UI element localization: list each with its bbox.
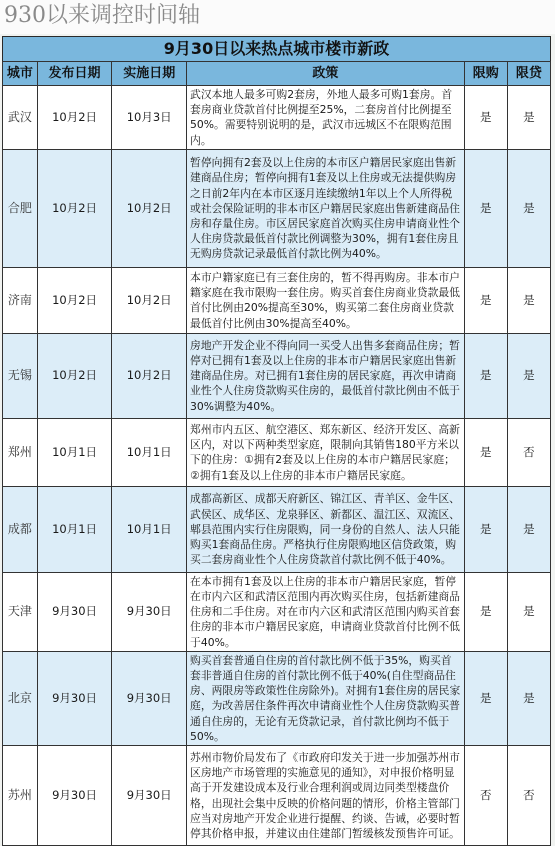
cell-publish-date: 9月30日 [37,651,112,745]
cell-effective-date: 9月30日 [112,572,187,651]
cell-publish-date: 10月2日 [37,333,112,418]
cell-restrict-loan: 否 [507,418,550,486]
cell-publish-date: 10月1日 [37,486,112,572]
cell-restrict-purchase: 是 [464,486,507,572]
table-row [3,486,551,572]
cell-effective-date: 10月2日 [112,149,187,267]
cell-restrict-purchase: 是 [464,418,507,486]
table-row [3,418,551,486]
table-row [3,149,551,267]
cell-restrict-purchase: 是 [464,267,507,333]
cell-policy: 本市户籍家庭已有三套住房的，暂不得再购房。非本市户籍家庭在我市限购一套住房。购买首套住房商业贷款最低首付比例由20%提高至30%，购买第二套住房商业贷款最低首付比例由30%提高至40%。 [187,267,465,333]
cell-city: 武汉 [3,86,38,150]
cell-effective-date: 10月2日 [112,267,187,333]
cell-policy: 苏州市物价局发布了《市政府印发关于进一步加强苏州市区房地产市场管理的实施意见的通知》，对申报价格明显高于开发建设成本及行业合理利润或周边同类型楼盘价格，出现社会集中反映的价格问题的情形，价格主管部门应当对房地产开发企业进行提醒、约谈、告诫，必要时暂停其价格申报，并建议由住建部门暂缓核发预售许可证。 [187,746,465,846]
cell-publish-date: 9月30日 [37,746,112,846]
cell-publish-date: 10月1日 [37,418,112,486]
table-row [3,572,551,651]
cell-restrict-purchase: 是 [464,86,507,150]
cell-policy: 购买首套普通自住房的首付款比例不低于35%，购买首套非普通自住房的首付款比例不低于40%(自住型商品住房、两限房等政策性住房除外)。对拥有1套住房的居民家庭，为改善居住条件再次申请商业性个人住房贷款购买普通自住房的，无论有无贷款记录，首付款比例均不低于50%。 [187,651,465,745]
header-restrict-loan: 限贷 [507,62,550,86]
cell-effective-date: 10月3日 [112,86,187,150]
cell-city: 苏州 [3,746,38,846]
cell-effective-date: 10月2日 [112,333,187,418]
cell-city: 天津 [3,572,38,651]
cell-restrict-loan: 是 [507,333,550,418]
cell-city: 无锡 [3,333,38,418]
cell-restrict-loan: 是 [507,149,550,267]
table-row [3,267,551,333]
cell-publish-date: 10月2日 [37,86,112,150]
cell-city: 合肥 [3,149,38,267]
cell-policy: 成都高新区、成都天府新区、锦江区、青羊区、金牛区、武侯区、成华区、龙泉驿区、新都区、温江区、双流区、郫县范围内实行住房限购，同一身份的自然人、法人只能购买1套商品住房。严格执行住房限购地区信贷政策，购买二套房商业性个人住房贷款首付款比例不低于40%。 [187,486,465,572]
cell-policy: 在本市拥有1套及以上住房的非本市户籍居民家庭，暂停在市内六区和武清区范围内再次购买住房，包括新建商品住房和二手住房。对在市内六区和武清区范围内购买首套住房的非本市户籍居民家庭，申请商业贷款首付比例不低于40%。 [187,572,465,651]
cell-policy: 房地产开发企业不得向同一买受人出售多套商品住房；暂停对已拥有1套及以上住房的非本市户籍居民家庭出售新建商品住房。对已拥有1套住房的居民家庭，再次申请商业性个人住房贷款购买住房的，最低首付款比例由不低于30%调整为40%。 [187,333,465,418]
header-publish-date: 发布日期 [37,62,112,86]
cell-effective-date: 10月1日 [112,418,187,486]
cell-effective-date: 10月1日 [112,486,187,572]
header-restrict-purchase: 限购 [464,62,507,86]
cell-city: 成都 [3,486,38,572]
cell-restrict-loan: 是 [507,572,550,651]
cell-policy: 郑州市内五区、航空港区、郑东新区、经济开发区、高新区内，对以下两种类型家庭，限制向其销售180平方米以下的住房：①拥有2套及以上住房的本市户籍居民家庭；②拥有1套及以上住房的非本市户籍居民家庭。 [187,418,465,486]
cell-restrict-loan: 是 [507,267,550,333]
cell-restrict-loan: 是 [507,86,550,150]
cell-restrict-purchase: 否 [464,746,507,846]
cell-restrict-purchase: 是 [464,572,507,651]
table-banner: 9月30日以来热点城市楼市新政 [2,36,551,62]
cell-restrict-loan: 是 [507,486,550,572]
table-row [3,746,551,846]
cell-policy: 暂停向拥有2套及以上住房的本市区户籍居民家庭出售新建商品住房；暂停向拥有1套及以上住房或无法提供购房之日前2年内在本市区逐月连续缴纳1年以上个人所得税或社会保险证明的非本市区户籍居民家庭出售新建商品住房和存量住房。市区居民家庭首次购买住房申请商业性个人住房贷款最低首付款比例调整为30%，拥有1套住房且无购房贷款记录最低首付款比例为40%。 [187,149,465,267]
policy-table [2,61,551,846]
cell-publish-date: 10月2日 [37,149,112,267]
cell-restrict-purchase: 是 [464,651,507,745]
table-row [3,86,551,150]
cell-publish-date: 10月2日 [37,267,112,333]
table-row [3,651,551,745]
header-effective-date: 实施日期 [112,62,187,86]
cell-city: 济南 [3,267,38,333]
cell-restrict-purchase: 是 [464,333,507,418]
table-row [3,333,551,418]
cell-policy: 武汉本地人最多可购2套房，外地人最多可购1套房。首套房商业贷款首付比例提至25%，二套房首付比例提至50%。需要特别说明的是，武汉市远城区不在限购范围内。 [187,86,465,150]
table-header-row [3,62,551,86]
cell-city: 北京 [3,651,38,745]
cell-city: 郑州 [3,418,38,486]
cell-publish-date: 9月30日 [37,572,112,651]
header-policy: 政策 [187,62,465,86]
cell-restrict-loan: 否 [507,746,550,846]
cell-restrict-loan: 是 [507,651,550,745]
cell-restrict-purchase: 是 [464,149,507,267]
page-title: 930以来调控时间轴 [0,0,555,34]
header-city: 城市 [3,62,38,86]
cell-effective-date: 9月30日 [112,651,187,745]
cell-effective-date: 9月30日 [112,746,187,846]
